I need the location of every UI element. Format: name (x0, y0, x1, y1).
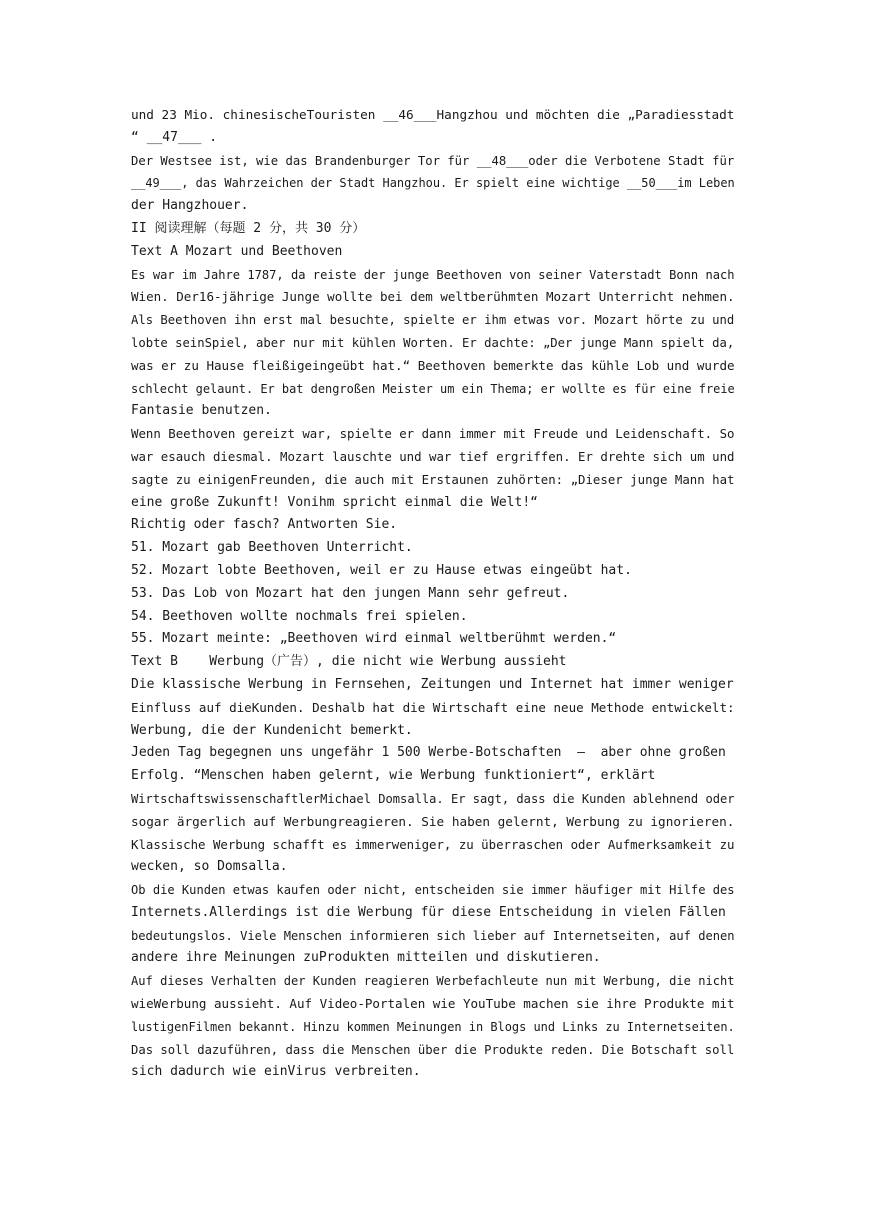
text-line: Jeden Tag begegnen uns ungefähr 1 500 Werbe‐Botschaften – aber ohne großen (131, 745, 726, 761)
text-line: lobte seinSpiel, aber nur mit kühlen Worten. Er dachte: „Der junge Mann spielt da, (131, 335, 735, 350)
text-line: Wien. Der16‐jährige Junge wollte bei dem weltberühmten Mozart Unterricht nehmen. (131, 289, 735, 305)
text-line: Klassische Werbung schafft es immerweniger, zu überraschen oder Aufmerksamkeit zu (131, 837, 735, 852)
text-line: Das soll dazuführen, dass die Menschen über die Produkte reden. Die Botschaft soll (131, 1042, 735, 1057)
question-55: 55. Mozart meinte: „Beethoven wird einmal weltberühmt werden.“ (131, 631, 617, 647)
text-line: wieWerbung aussieht. Auf Video‐Portalen wie YouTube machen sie ihre Produkte mit (131, 996, 735, 1012)
text-line: und 23 Mio. chinesischeTouristen __46___Hangzhou und möchten die „Paradiesstadt (131, 107, 735, 122)
text-line: eine große Zukunft! Vonihm spricht einmal die Welt!“ (131, 494, 538, 510)
text-line: Auf dieses Verhalten der Kunden reagieren Werbefachleute nun mit Werbung, die nicht (131, 974, 735, 989)
text-line: was er zu Hause fleißigeingeübt hat.“ Beethoven bemerkte das kühle Lob und wurde (131, 357, 735, 373)
text-line: schlecht gelaunt. Er bat dengroßen Meister um ein Thema; er wollte es für eine freie (131, 381, 735, 396)
question-54: 54. Beethoven wollte nochmals frei spielen. (131, 608, 468, 624)
text-line: WirtschaftswissenschaftlerMichael Domsalla. Er sagt, dass die Kunden ablehnend oder (131, 791, 735, 806)
text-line: __49___, das Wahrzeichen der Stadt Hangzhou. Er spielt eine wichtige __50___im Leben (131, 176, 735, 191)
text-line: Wenn Beethoven gereizt war, spielte er dann immer mit Freude und Leidenschaft. So (131, 427, 735, 442)
text-line: “ __47___ . (131, 129, 218, 145)
text-line: Ob die Kunden etwas kaufen oder nicht, entscheiden sie immer häufiger mit Hilfe des (131, 883, 735, 898)
document-body (131, 104, 738, 1084)
question-53: 53. Das Lob von Mozart hat den jungen Mann sehr gefreut. (131, 585, 570, 601)
text-line: Internets.Allerdings ist die Werbung für diese Entscheidung in vielen Fällen (131, 904, 726, 920)
question-instruction: Richtig oder fasch? Antworten Sie. (131, 517, 398, 533)
text-b-title: Text B Werbung（广告）, die nicht wie Werbung aussieht (131, 654, 567, 670)
text-line: sagte zu einigenFreunden, die auch mit Erstaunen zuhörten: „Dieser junge Mann hat (131, 472, 735, 487)
text-line: andere ihre Meinungen zuProdukten mitteilen und diskutieren. (131, 950, 601, 966)
text-line: Erfolg. “Menschen haben gelernt, wie Werbung funktioniert“, erklärt (131, 768, 656, 784)
text-line: lustigenFilmen bekannt. Hinzu kommen Meinungen in Blogs und Links zu Internetseiten. (131, 1019, 735, 1034)
question-52: 52. Mozart lobte Beethoven, weil er zu Hause etwas eingeübt hat. (131, 562, 632, 578)
text-line: Es war im Jahre 1787, da reiste der junge Beethoven von seiner Vaterstadt Bonn nach (131, 267, 735, 282)
text-line: Als Beethoven ihn erst mal besuchte, spielte er ihm etwas vor. Mozart hörte zu und (131, 313, 735, 328)
section-heading: II 阅读理解（每题 2 分，共 30 分） (131, 220, 366, 236)
text-line: war esauch diesmal. Mozart lauschte und war tief ergriffen. Er drehte sich um und (131, 449, 735, 464)
text-line: Werbung, die der Kundenicht bemerkt. (131, 722, 413, 738)
text-line: Einfluss auf dieKunden. Deshalb hat die Wirtschaft eine neue Methode entwickelt: (131, 699, 735, 715)
text-line: bedeutungslos. Viele Menschen informieren sich lieber auf Internetseiten, auf denen (131, 928, 735, 943)
text-line: sogar ärgerlich auf Werbungreagieren. Sie haben gelernt, Werbung zu ignorieren. (131, 813, 735, 829)
text-line: Der Westsee ist, wie das Brandenburger Tor für __48___oder die Verbotene Stadt für (131, 153, 735, 168)
text-a-title: Text A Mozart und Beethoven (131, 243, 343, 259)
text-line: der Hangzhouer. (131, 198, 249, 214)
text-line: Fantasie benutzen. (131, 403, 272, 419)
text-line: Die klassische Werbung in Fernsehen, Zeitungen und Internet hat immer weniger (131, 676, 734, 692)
question-51: 51. Mozart gab Beethoven Unterricht. (131, 540, 413, 556)
text-line: sich dadurch wie einVirus verbreiten. (131, 1064, 421, 1080)
text-line: wecken, so Domsalla. (131, 859, 288, 875)
